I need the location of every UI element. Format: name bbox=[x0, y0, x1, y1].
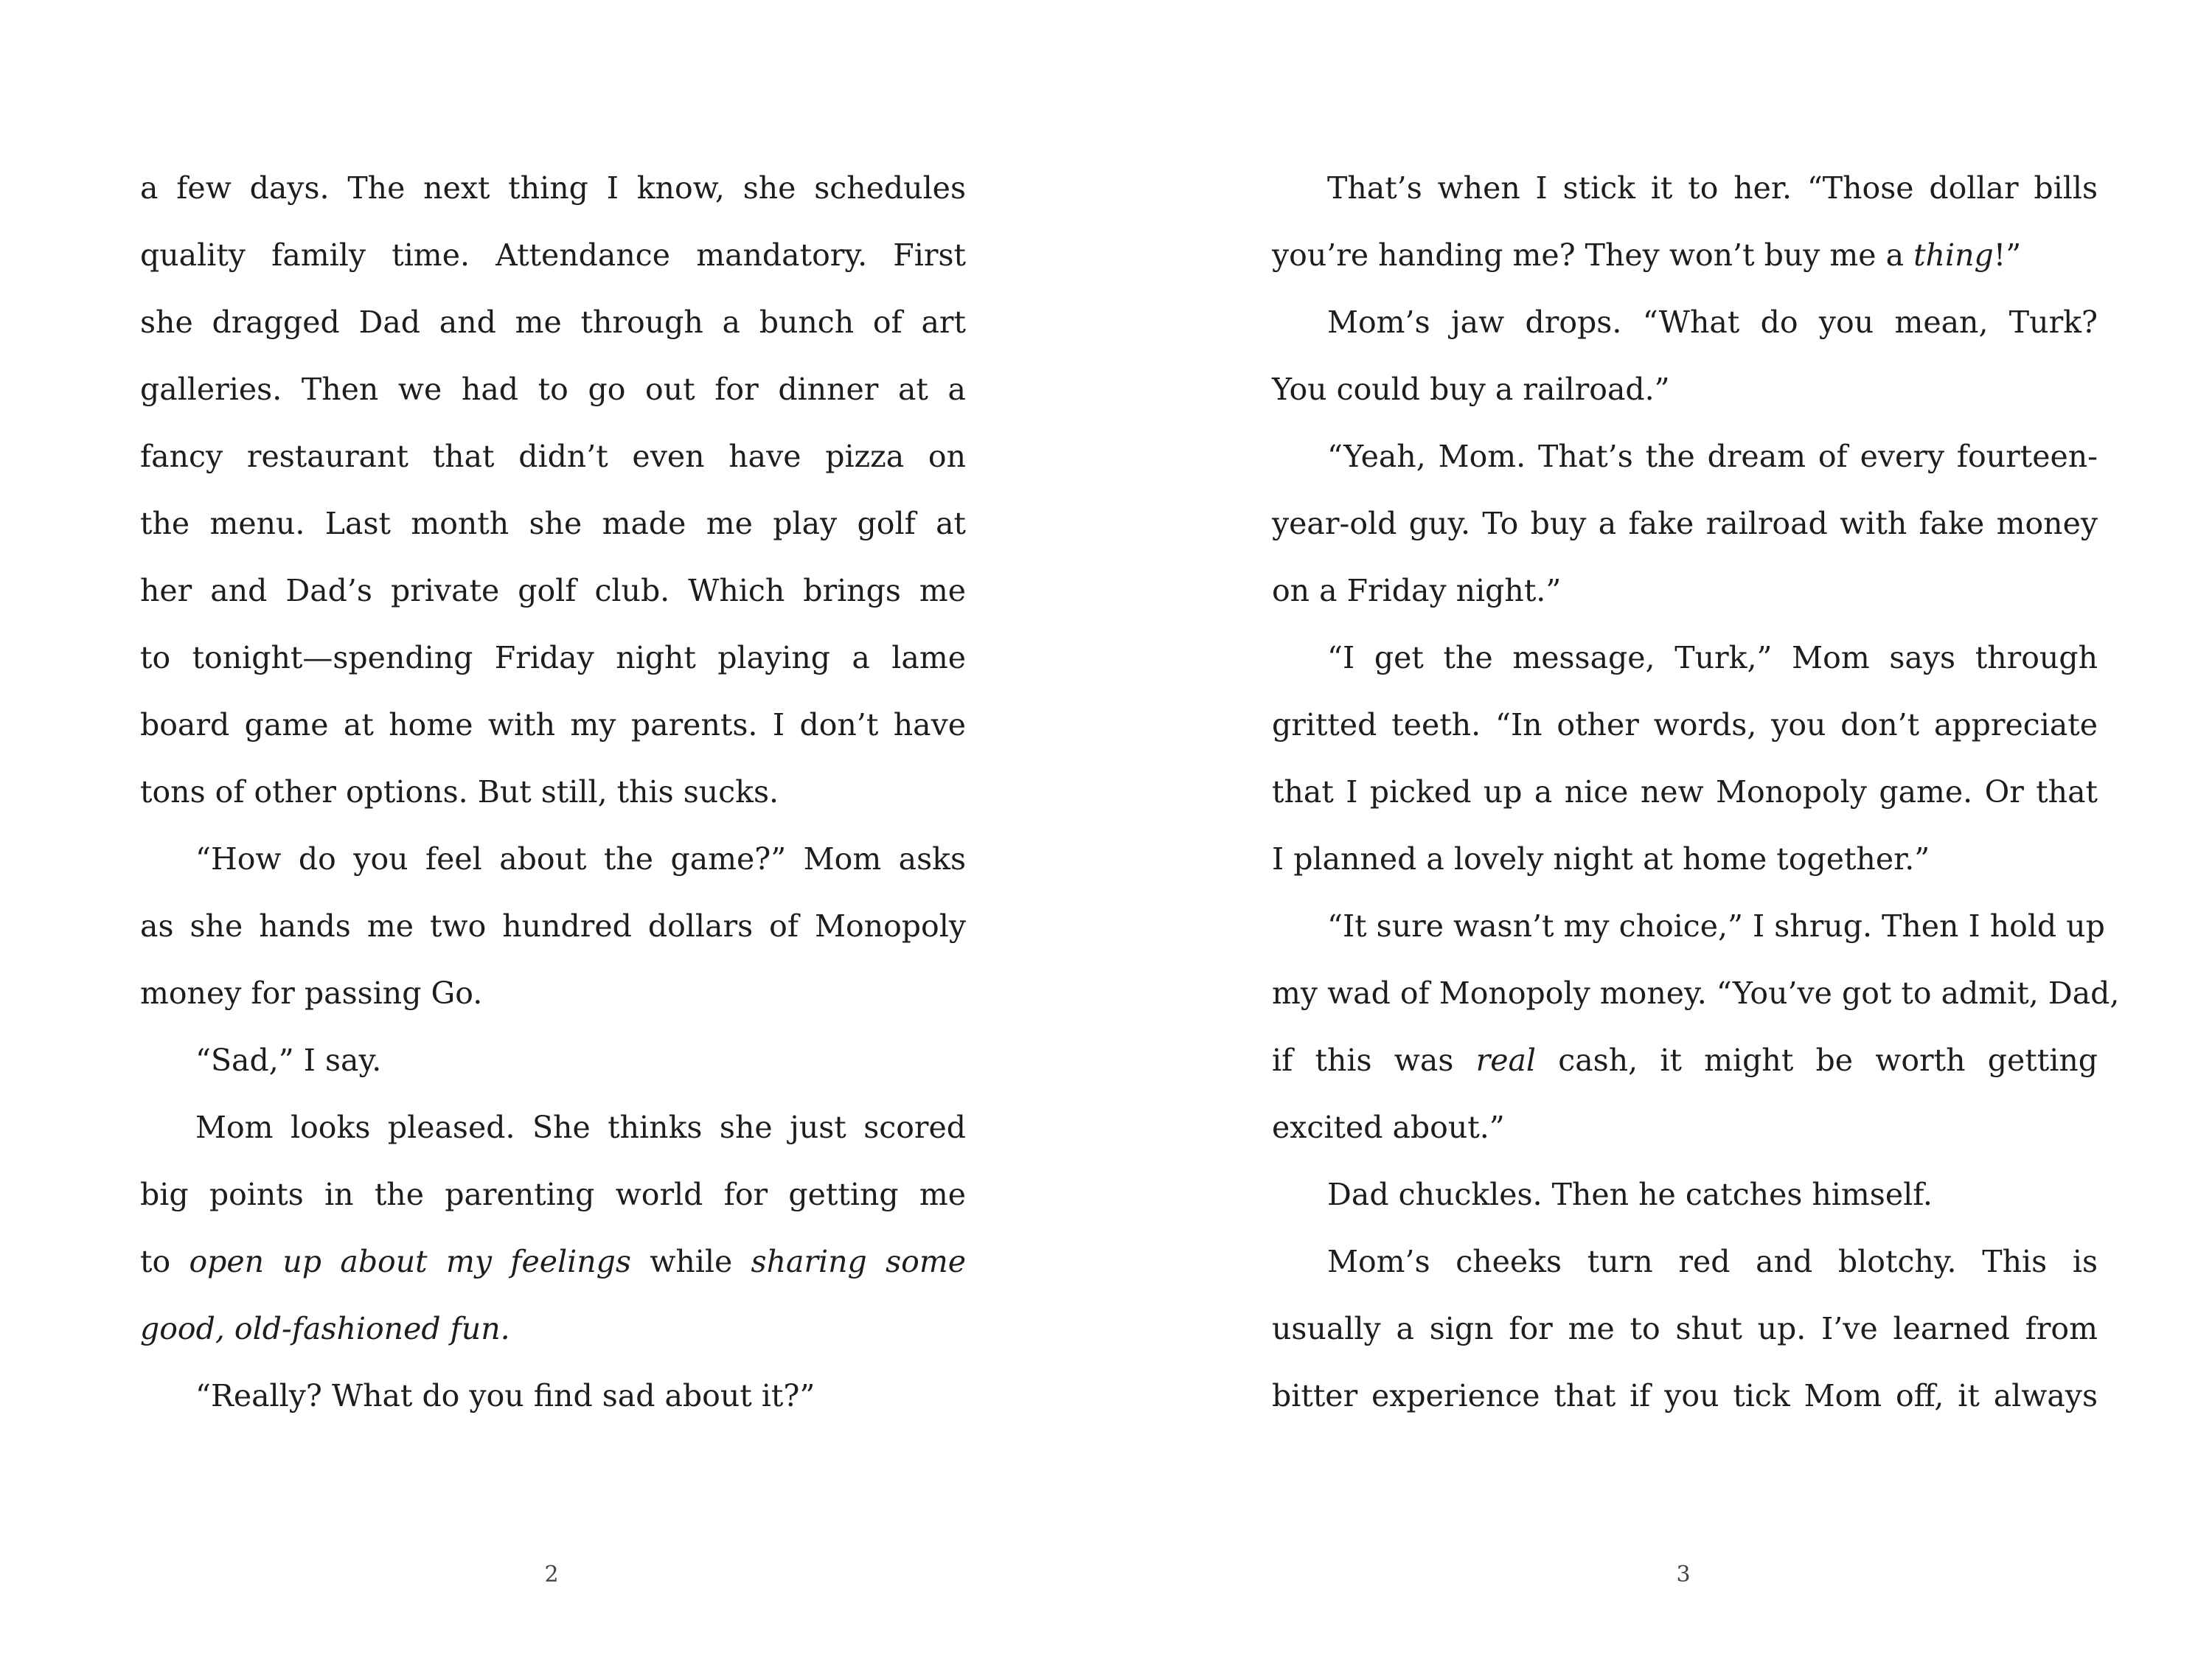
text-run: year-old guy. To buy a fake railroad with fake money bbox=[1272, 506, 2098, 541]
text-line bbox=[140, 155, 966, 222]
text-run: board game at home with my parents. I don’t have bbox=[140, 707, 966, 742]
text-run: tons of other options. But still, this sucks. bbox=[140, 774, 779, 810]
text-line bbox=[140, 289, 966, 356]
text-line bbox=[1272, 826, 2098, 893]
text-run: Mom’s cheeks turn red and blotchy. This is bbox=[1327, 1244, 2098, 1279]
text-run: galleries. Then we had to go out for dinner at a bbox=[140, 372, 966, 407]
text-run: I planned a lovely night at home together.” bbox=[1272, 841, 1930, 877]
text-run: a few days. The next thing I know, she schedules bbox=[140, 170, 966, 206]
text-run: gritted teeth. “In other words, you don’t appreciate bbox=[1272, 707, 2098, 742]
text-line bbox=[1272, 1295, 2098, 1363]
text-line bbox=[140, 1295, 966, 1363]
text-line bbox=[1272, 222, 2098, 289]
text-line bbox=[140, 1228, 966, 1295]
text-run: “How do you feel about the game?” Mom asks bbox=[195, 841, 966, 877]
text-run: she dragged Dad and me through a bunch of art bbox=[140, 305, 966, 340]
text-run: !” bbox=[1993, 237, 2022, 273]
text-run: if this was bbox=[1272, 1043, 1476, 1078]
text-run: big points in the parenting world for getting me bbox=[140, 1177, 966, 1212]
text-line bbox=[1272, 289, 2098, 356]
text-run: on a Friday night.” bbox=[1272, 573, 1562, 608]
text-run: “I get the message, Turk,” Mom says through bbox=[1327, 640, 2098, 675]
text-run: Mom’s jaw drops. “What do you mean, Turk? bbox=[1327, 305, 2098, 340]
text-line bbox=[1272, 759, 2098, 826]
text-line bbox=[140, 1161, 966, 1228]
left-page-text bbox=[140, 155, 966, 1430]
text-run: “Sad,” I say. bbox=[195, 1043, 382, 1078]
text-line bbox=[1272, 960, 2120, 1027]
text-line bbox=[1272, 1161, 2098, 1228]
text-line bbox=[1272, 490, 2098, 557]
text-line bbox=[140, 1094, 966, 1161]
text-run: bitter experience that if you tick Mom off, it always bbox=[1272, 1378, 2098, 1413]
text-run: cash, it might be worth getting bbox=[1536, 1043, 2098, 1078]
text-run: as she hands me two hundred dollars of Monopoly bbox=[140, 908, 966, 944]
text-run: excited about.” bbox=[1272, 1110, 1505, 1145]
text-line bbox=[140, 1027, 966, 1094]
text-run: to tonight—spending Friday night playing a lame bbox=[140, 640, 966, 675]
italic-text: sharing some bbox=[751, 1244, 966, 1279]
text-line bbox=[1272, 692, 2098, 759]
text-line bbox=[140, 1363, 966, 1430]
text-line bbox=[140, 490, 966, 557]
text-run: quality family time. Attendance mandatory. First bbox=[140, 237, 966, 273]
text-run: Dad chuckles. Then he catches himself. bbox=[1327, 1177, 1933, 1212]
text-run: “Yeah, Mom. That’s the dream of every fourteen- bbox=[1327, 439, 2098, 474]
text-run: that I picked up a nice new Monopoly game. Or that bbox=[1272, 774, 2098, 810]
text-line bbox=[140, 625, 966, 692]
text-line bbox=[1272, 625, 2098, 692]
text-run: Mom looks pleased. She thinks she just scored bbox=[195, 1110, 966, 1145]
text-run: you’re handing me? They won’t buy me a bbox=[1272, 237, 1914, 273]
text-run: usually a sign for me to shut up. I’ve learned from bbox=[1272, 1311, 2098, 1346]
text-run: to bbox=[140, 1244, 189, 1279]
text-line bbox=[140, 557, 966, 625]
page-number-right: 3 bbox=[1676, 1562, 1691, 1587]
text-run: fancy restaurant that didn’t even have pizza on bbox=[140, 439, 966, 474]
text-run: That’s when I stick it to her. “Those dollar bills bbox=[1327, 170, 2098, 206]
italic-text: open up about my feelings bbox=[189, 1244, 631, 1279]
text-line bbox=[1272, 1363, 2098, 1430]
page-number-left: 2 bbox=[544, 1562, 559, 1587]
right-page bbox=[1106, 0, 2212, 1659]
right-page-text bbox=[1272, 155, 2120, 1430]
text-run: the menu. Last month she made me play golf at bbox=[140, 506, 966, 541]
text-line bbox=[140, 222, 966, 289]
text-run: “Really? What do you find sad about it?” bbox=[195, 1378, 815, 1413]
text-line bbox=[140, 960, 966, 1027]
italic-text: good, old-fashioned fun. bbox=[140, 1311, 510, 1346]
text-run: while bbox=[630, 1244, 751, 1279]
italic-text: real bbox=[1475, 1043, 1537, 1078]
text-line bbox=[140, 759, 966, 826]
italic-text: thing bbox=[1913, 237, 1994, 273]
text-run: You could buy a railroad.” bbox=[1272, 372, 1670, 407]
text-line bbox=[140, 826, 966, 893]
text-line bbox=[1272, 893, 2105, 960]
text-line bbox=[1272, 557, 2098, 625]
text-line bbox=[140, 356, 966, 423]
text-line bbox=[140, 692, 966, 759]
text-run: my wad of Monopoly money. “You’ve got to admit, Dad, bbox=[1272, 975, 2120, 1011]
text-line bbox=[140, 893, 966, 960]
text-run: her and Dad’s private golf club. Which brings me bbox=[140, 573, 966, 608]
text-run: money for passing Go. bbox=[140, 975, 483, 1011]
text-line bbox=[1272, 1228, 2098, 1295]
text-line bbox=[140, 423, 966, 490]
text-run: “It sure wasn’t my choice,” I shrug. Then I hold up bbox=[1327, 908, 2105, 944]
text-line bbox=[1272, 155, 2098, 222]
text-line bbox=[1272, 423, 2098, 490]
text-line bbox=[1272, 1027, 2098, 1094]
text-line bbox=[1272, 356, 2098, 423]
text-line bbox=[1272, 1094, 2098, 1161]
